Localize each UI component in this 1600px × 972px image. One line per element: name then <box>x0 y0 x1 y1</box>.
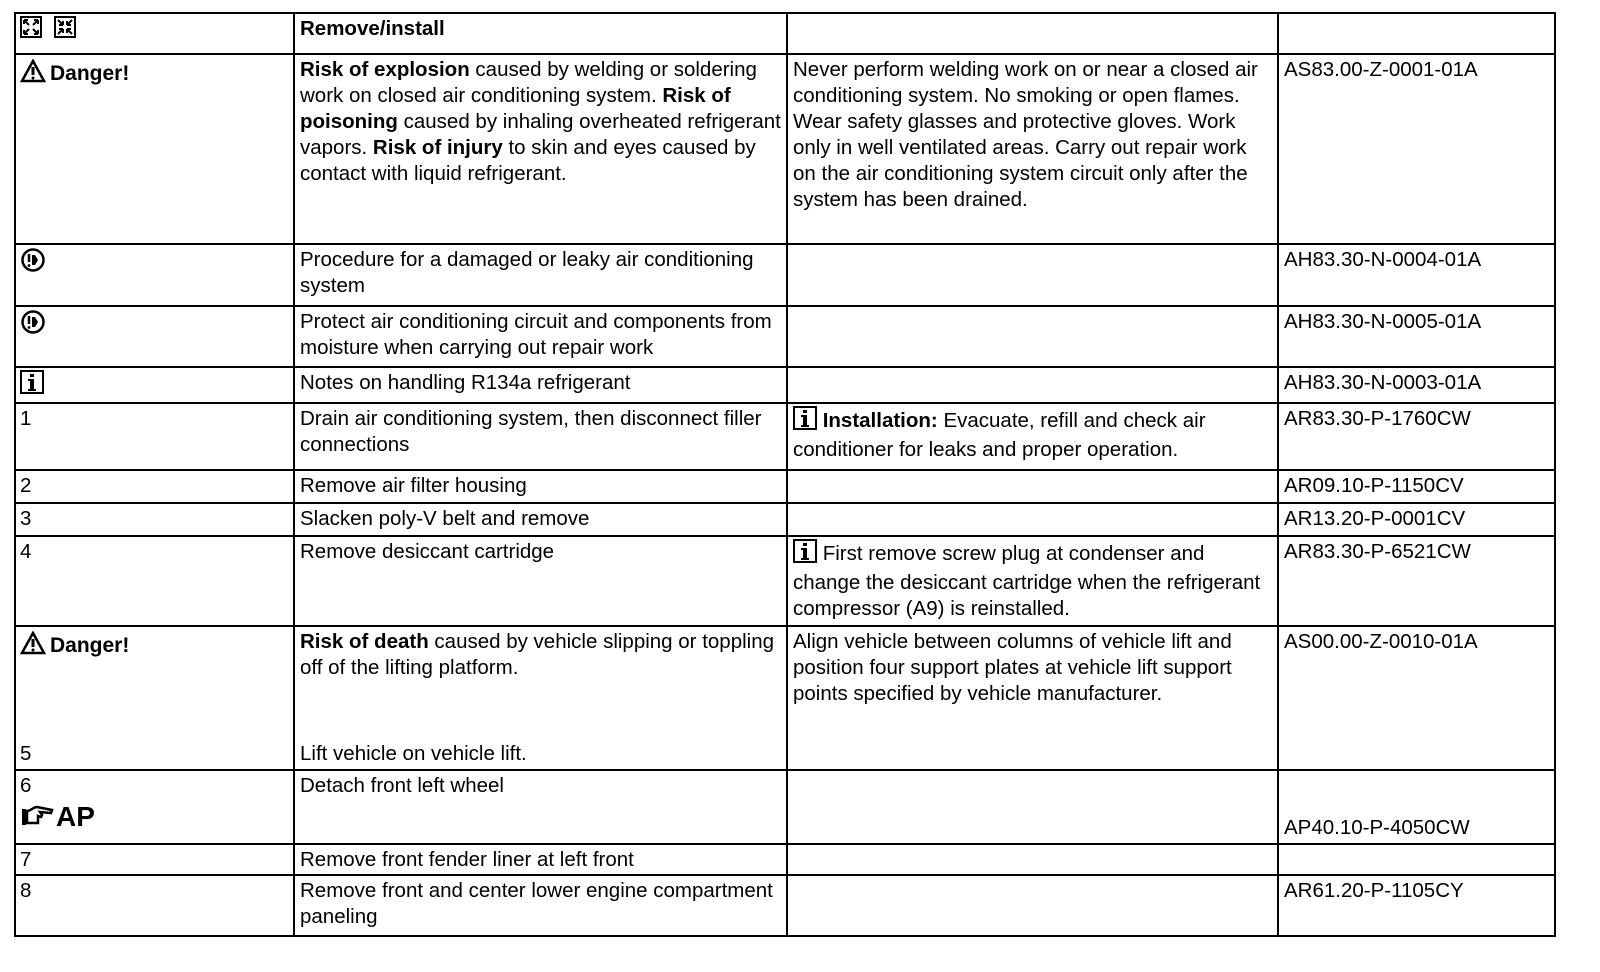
note-cell <box>787 536 1278 626</box>
text: caused by welding or soldering work on closed air conditioning system. <box>300 58 757 107</box>
procedure-table <box>14 12 1556 937</box>
ap-reference <box>20 803 288 831</box>
text: Remove front fender liner at left front <box>300 848 634 871</box>
header-row <box>15 13 1555 54</box>
instruction-cell <box>294 844 787 875</box>
step-cell <box>15 54 294 244</box>
document-reference[interactable] <box>1278 403 1555 470</box>
document-reference[interactable] <box>1278 367 1555 403</box>
step-number: 3 <box>20 507 32 530</box>
info-icon <box>793 406 817 430</box>
table-row <box>15 367 1555 403</box>
step-number: 2 <box>20 474 32 497</box>
document-link[interactable]: AH83.30-N-0005-01A <box>1284 310 1482 333</box>
instruction-cell <box>294 875 787 936</box>
info-icon <box>793 539 817 570</box>
text: Align vehicle between columns of vehicle lift and position four support plates at vehicle lift support points specified by vehicle manufacturer. <box>793 630 1232 705</box>
step-cell <box>15 503 294 536</box>
info-icon <box>793 406 817 437</box>
note-cell <box>787 844 1278 875</box>
table-row <box>15 503 1555 536</box>
note-cell <box>787 54 1278 244</box>
info-icon <box>793 539 817 563</box>
document-reference[interactable] <box>1278 536 1555 626</box>
step-number: 1 <box>20 407 32 430</box>
text: First remove screw plug at condenser and change the desiccant cartridge when the refrigerant compressor (A9) is reinstalled. <box>793 541 1261 620</box>
step-number: 5 <box>20 742 32 765</box>
table-row <box>15 54 1555 244</box>
bold-text: Risk of poisoning <box>300 84 731 133</box>
header-title: Remove/install <box>294 13 787 54</box>
text: Never perform welding work on or near a closed air conditioning system. No smoking or open flames. Wear safety glasses and protective gloves. Work only in well ventilated areas. Carry out repair work on the air conditioning system circuit only after the system has been drained. <box>793 58 1258 211</box>
danger-text: Danger! <box>50 62 130 86</box>
collapse-icon <box>54 16 76 45</box>
step-cell <box>15 875 294 936</box>
document-reference[interactable] <box>1278 470 1555 503</box>
table-row <box>15 844 1555 875</box>
caution-circle-icon <box>20 247 46 280</box>
warning-triangle-icon <box>20 631 46 655</box>
text: Slacken poly-V belt and remove <box>300 507 590 530</box>
text: Evacuate, refill and check air conditioner for leaks and proper operation. <box>793 408 1206 461</box>
note-cell <box>787 875 1278 936</box>
document-link[interactable]: AH83.30-N-0004-01A <box>1284 248 1482 271</box>
step-cell <box>15 470 294 503</box>
note-cell <box>787 626 1278 770</box>
document-link[interactable]: AR13.20-P-0001CV <box>1284 507 1466 530</box>
document-reference[interactable] <box>1278 875 1555 936</box>
step-number: 8 <box>20 879 32 902</box>
step-cell <box>15 844 294 875</box>
caution-circle-icon <box>20 247 46 273</box>
step-number: 6 <box>20 774 32 797</box>
table-row <box>15 626 1555 770</box>
note-cell <box>787 470 1278 503</box>
note-cell <box>787 244 1278 306</box>
warning-triangle-icon <box>20 59 46 83</box>
instruction-cell <box>294 367 787 403</box>
document-link[interactable]: AH83.30-N-0003-01A <box>1284 371 1482 394</box>
text: Detach front left wheel <box>300 774 504 797</box>
warning-triangle-icon <box>20 631 46 662</box>
caution-circle-icon <box>20 309 46 335</box>
table-row <box>15 770 1555 844</box>
table-row <box>15 403 1555 470</box>
danger-text: Danger! <box>50 634 130 658</box>
instruction-cell <box>294 626 787 770</box>
document-link[interactable]: AP40.10-P-4050CW <box>1284 816 1470 839</box>
expand-icon <box>20 16 42 45</box>
step-cell <box>15 770 294 844</box>
table-row <box>15 470 1555 503</box>
document-link[interactable]: AR61.20-P-1105CY <box>1284 879 1464 902</box>
step-cell <box>15 626 294 770</box>
step-cell <box>15 403 294 470</box>
step-cell <box>15 244 294 306</box>
text: Drain air conditioning system, then disconnect filler connections <box>300 407 762 456</box>
instruction-cell <box>294 54 787 244</box>
instruction-cell <box>294 503 787 536</box>
step-cell <box>15 306 294 367</box>
text: caused by inhaling overheated refrigerant vapors. <box>300 110 781 159</box>
table-row <box>15 244 1555 306</box>
instruction-text: Lift vehicle on vehicle lift. <box>300 742 527 765</box>
text: Remove front and center lower engine compartment paneling <box>300 879 773 928</box>
document-reference[interactable] <box>1278 503 1555 536</box>
instruction-cell <box>294 244 787 306</box>
note-cell <box>787 770 1278 844</box>
info-icon <box>20 370 44 401</box>
ap-label: AP <box>56 801 95 832</box>
document-link[interactable]: AS00.00-Z-0010-01A <box>1284 630 1478 653</box>
hand-pointer-icon <box>20 803 54 831</box>
instruction-cell <box>294 536 787 626</box>
document-reference[interactable] <box>1278 306 1555 367</box>
note-cell <box>787 367 1278 403</box>
instruction-cell <box>294 770 787 844</box>
bold-text: Risk of injury <box>372 136 503 159</box>
table-row <box>15 536 1555 626</box>
step-cell <box>15 536 294 626</box>
text: Protect air conditioning circuit and components from moisture when carrying out repair work <box>300 310 772 359</box>
text: Remove air filter housing <box>300 474 527 497</box>
bold-text: Risk of death <box>300 630 429 653</box>
caution-circle-icon <box>20 309 46 342</box>
instruction-cell <box>294 470 787 503</box>
instruction-cell <box>294 403 787 470</box>
hand-pointer-icon <box>20 803 54 827</box>
step-cell <box>15 367 294 403</box>
bold-text: Risk of explosion <box>300 58 470 81</box>
danger-label <box>20 59 288 90</box>
document-reference[interactable] <box>1278 626 1555 770</box>
document-reference[interactable] <box>1278 244 1555 306</box>
table-row <box>15 875 1555 936</box>
step-number: 7 <box>20 848 32 871</box>
document-link[interactable]: AS83.00-Z-0001-01A <box>1284 58 1478 81</box>
document-link[interactable]: AR83.30-P-1760CW <box>1284 407 1471 430</box>
instruction-cell <box>294 306 787 367</box>
bold-text: Installation: <box>822 408 938 432</box>
danger-label <box>20 631 288 662</box>
text: caused by vehicle slipping or toppling off of the lifting platform. <box>300 630 775 679</box>
text: Remove desiccant cartridge <box>300 540 555 563</box>
document-link[interactable]: AR83.30-P-6521CW <box>1284 540 1471 563</box>
header-icons-cell <box>15 13 294 54</box>
document-reference[interactable] <box>1278 770 1555 844</box>
step-number: 4 <box>20 540 32 563</box>
note-cell <box>787 403 1278 470</box>
note-cell <box>787 306 1278 367</box>
text: Procedure for a damaged or leaky air conditioning system <box>300 248 754 297</box>
text: to skin and eyes caused by contact with liquid refrigerant. <box>300 136 756 185</box>
document-reference[interactable] <box>1278 54 1555 244</box>
text: Notes on handling R134a refrigerant <box>300 371 631 394</box>
info-icon <box>20 370 44 394</box>
warning-triangle-icon <box>20 59 46 90</box>
note-cell <box>787 503 1278 536</box>
document-reference[interactable] <box>1278 844 1555 875</box>
document-link[interactable]: AR09.10-P-1150CV <box>1284 474 1464 497</box>
table-row <box>15 306 1555 367</box>
